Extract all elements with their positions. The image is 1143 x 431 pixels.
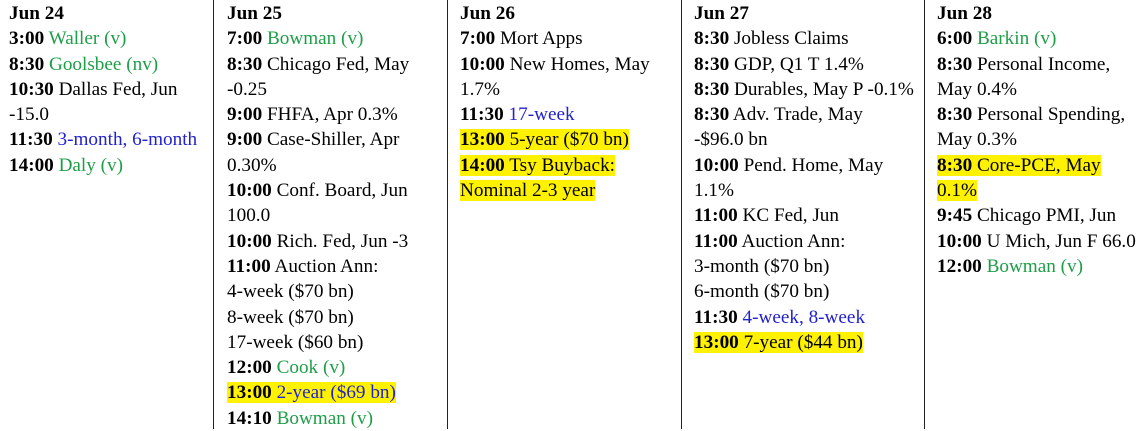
event-entry xyxy=(694,305,916,330)
event-text: Daly (v) xyxy=(58,154,124,176)
event-text: Auction Ann: xyxy=(741,230,846,252)
event-text: Waller (v) xyxy=(48,28,127,50)
event-entry xyxy=(227,52,439,103)
event-entry xyxy=(460,26,672,51)
event-time: 10:00 xyxy=(694,154,739,176)
event-time: 8:30 xyxy=(694,78,730,100)
event-text: Core-PCE, May 0.1% xyxy=(937,154,1101,202)
event-time: 9:45 xyxy=(937,205,973,227)
event-entry xyxy=(460,102,672,127)
auction-line: 8-week ($70 bn) xyxy=(227,306,354,328)
day-column-jun-25 xyxy=(213,0,447,429)
event-text: 7-year ($44 bn) xyxy=(743,331,863,353)
event-time: 6:00 xyxy=(937,28,973,50)
event-time: 11:00 xyxy=(694,205,738,227)
event-time: 12:00 xyxy=(937,255,982,277)
event-time: 11:30 xyxy=(694,306,738,328)
event-entry xyxy=(227,406,439,431)
event-text: 17-week xyxy=(508,104,575,126)
event-entry xyxy=(694,52,916,77)
event-text: Bowman (v) xyxy=(276,407,374,429)
event-time: 8:30 xyxy=(937,154,973,176)
event-text: Goolsbee (nv) xyxy=(48,53,159,75)
event-entry xyxy=(937,26,1137,51)
event-text: Chicago PMI, Jun xyxy=(976,205,1117,227)
auction-line: 4-week ($70 bn) xyxy=(227,281,354,303)
event-entry xyxy=(227,26,439,51)
event-time: 7:00 xyxy=(460,28,496,50)
event-entry xyxy=(694,102,916,153)
event-time: 3:00 xyxy=(9,28,45,50)
event-text: KC Fed, Jun xyxy=(742,205,839,227)
event-time: 7:00 xyxy=(227,28,263,50)
event-entry xyxy=(937,102,1137,153)
event-text: GDP, Q1 T 1.4% xyxy=(733,53,864,75)
event-text: Case-Shiller, Apr 0.30% xyxy=(227,129,400,176)
event-text: Dallas Fed, Jun -15.0 xyxy=(9,78,178,126)
auction-line: 3-month ($70 bn) xyxy=(694,255,830,277)
event-time: 8:30 xyxy=(937,104,973,126)
day-header: Jun 26 xyxy=(460,3,515,24)
event-text: Auction Ann: xyxy=(274,255,379,277)
event-time: 10:00 xyxy=(227,180,272,202)
event-entry xyxy=(937,52,1137,103)
event-time: 8:30 xyxy=(227,53,263,75)
event-time: 10:00 xyxy=(937,230,982,252)
event-time: 13:00 xyxy=(227,382,272,404)
event-time: 14:00 xyxy=(9,154,54,176)
day-header: Jun 25 xyxy=(227,3,282,24)
event-entry xyxy=(937,254,1137,279)
event-time: 10:00 xyxy=(460,53,505,75)
event-entry xyxy=(460,153,672,204)
event-entry xyxy=(460,127,672,152)
day-column-jun-26 xyxy=(447,0,681,429)
event-text: Pend. Home, May 1.1% xyxy=(694,154,884,202)
event-time: 11:30 xyxy=(9,129,53,151)
event-text: Personal Spending, May 0.3% xyxy=(937,104,1126,151)
event-text: 3-month, 6-month xyxy=(57,129,198,151)
event-text: Mort Apps xyxy=(499,28,583,50)
event-entry xyxy=(227,178,439,229)
event-entry xyxy=(937,229,1137,254)
event-text: Cook (v) xyxy=(276,357,346,379)
event-entry xyxy=(9,77,207,128)
event-entry xyxy=(694,77,916,102)
event-time: 12:00 xyxy=(227,357,272,379)
event-entry xyxy=(9,127,207,152)
event-time: 10:30 xyxy=(9,78,54,100)
day-header: Jun 24 xyxy=(9,3,64,24)
event-entry xyxy=(694,203,916,228)
event-time: 13:00 xyxy=(460,129,505,151)
event-text: 4-week, 8-week xyxy=(742,306,866,328)
event-entry xyxy=(227,355,439,380)
event-time: 8:30 xyxy=(9,53,45,75)
event-entry xyxy=(9,52,207,77)
event-entry xyxy=(227,102,439,127)
auction-line: 17-week ($60 bn) xyxy=(227,331,364,353)
event-text: 2-year ($69 bn) xyxy=(276,382,396,404)
event-entry xyxy=(227,229,439,254)
event-text: Chicago Fed, May -0.25 xyxy=(227,53,410,100)
event-time: 8:30 xyxy=(694,104,730,126)
event-text: FHFA, Apr 0.3% xyxy=(266,104,398,126)
event-time: 11:30 xyxy=(460,104,504,126)
event-text: Personal Income, May 0.4% xyxy=(937,53,1111,100)
event-time: 8:30 xyxy=(694,53,730,75)
event-entry xyxy=(937,153,1137,204)
event-text: Bowman (v) xyxy=(266,28,364,50)
day-header: Jun 28 xyxy=(937,3,992,24)
day-column-jun-28 xyxy=(924,0,1143,429)
event-text: New Homes, May 1.7% xyxy=(460,53,650,100)
event-entry xyxy=(694,26,916,51)
event-text: Durables, May P -0.1% xyxy=(733,78,914,100)
event-text: Bowman (v) xyxy=(986,255,1084,277)
event-entry xyxy=(9,153,207,178)
event-text: U Mich, Jun F 66.0 xyxy=(986,230,1136,252)
event-text: 5-year ($70 bn) xyxy=(509,129,629,151)
event-text: Jobless Claims xyxy=(733,28,849,50)
event-entry xyxy=(460,52,672,103)
event-time: 8:30 xyxy=(937,53,973,75)
event-text: Conf. Board, Jun 100.0 xyxy=(227,180,408,227)
event-text: Tsy Buyback: Nominal 2-3 year xyxy=(460,154,615,202)
event-entry xyxy=(937,203,1137,228)
event-entry xyxy=(694,153,916,204)
event-entry xyxy=(227,127,439,178)
event-time: 14:00 xyxy=(460,154,505,176)
event-time: 8:30 xyxy=(694,28,730,50)
event-time: 13:00 xyxy=(694,331,739,353)
event-entry xyxy=(227,380,439,405)
event-entry xyxy=(694,229,916,254)
event-text: Rich. Fed, Jun -3 xyxy=(276,230,409,252)
event-time: 14:10 xyxy=(227,407,272,429)
day-header: Jun 27 xyxy=(694,3,749,24)
event-text: Barkin (v) xyxy=(976,28,1057,50)
event-time: 9:00 xyxy=(227,129,263,151)
event-time: 10:00 xyxy=(227,230,272,252)
event-entry xyxy=(227,254,439,279)
event-time: 11:00 xyxy=(694,230,738,252)
day-column-jun-27 xyxy=(681,0,924,429)
event-entry xyxy=(694,330,916,355)
event-time: 9:00 xyxy=(227,104,263,126)
event-entry xyxy=(9,26,207,51)
auction-line: 6-month ($70 bn) xyxy=(694,281,830,303)
day-column-jun-24 xyxy=(0,0,213,429)
event-time: 11:00 xyxy=(227,255,271,277)
event-text: Adv. Trade, May -$96.0 bn xyxy=(694,104,863,151)
